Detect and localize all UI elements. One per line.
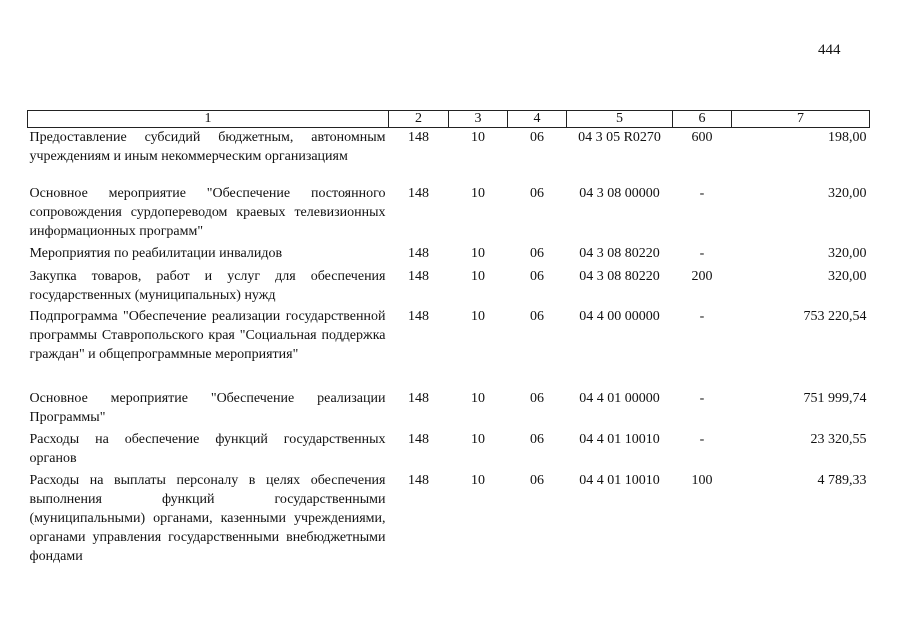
table-row xyxy=(28,430,870,471)
header-row xyxy=(28,111,870,128)
column-header-1: 1 xyxy=(28,111,389,128)
row-subsection: 06 xyxy=(530,432,544,447)
row-target-code: 04 3 08 00000 xyxy=(579,186,660,201)
row-target-code: 04 4 00 00000 xyxy=(579,309,660,324)
row-subsection: 06 xyxy=(530,246,544,261)
row-amount: 320,00 xyxy=(828,269,867,284)
row-amount: 23 320,55 xyxy=(810,432,867,447)
table-row xyxy=(28,471,870,566)
row-amount: 4 789,33 xyxy=(817,473,867,488)
row-ministry-code: 148 xyxy=(408,246,429,261)
table-row xyxy=(28,244,870,267)
row-expense-type: - xyxy=(699,186,705,201)
row-subsection: 06 xyxy=(530,269,544,284)
row-ministry-code: 148 xyxy=(408,269,429,284)
row-target-code: 04 4 01 10010 xyxy=(579,432,660,447)
row-expense-type: - xyxy=(699,309,705,324)
column-header-4: 4 xyxy=(508,111,567,128)
row-ministry-code: 148 xyxy=(408,130,429,145)
row-target-code: 04 3 05 R0270 xyxy=(578,130,661,145)
row-description: Закупка товаров, работ и услуг для обеспечения государственных (муниципальных) нужд xyxy=(29,269,386,303)
column-header-5: 5 xyxy=(567,111,673,128)
row-ministry-code: 148 xyxy=(408,432,429,447)
row-section: 10 xyxy=(471,391,485,406)
table-row xyxy=(28,389,870,430)
row-expense-type: 100 xyxy=(691,473,713,488)
row-section: 10 xyxy=(471,432,485,447)
row-ministry-code: 148 xyxy=(408,473,429,488)
row-target-code: 04 4 01 10010 xyxy=(579,473,660,488)
row-amount: 320,00 xyxy=(828,186,867,201)
row-ministry-code: 148 xyxy=(408,391,429,406)
row-expense-type: - xyxy=(699,432,705,447)
row-description: Подпрограмма "Обеспечение реализации государственной программы Ставропольского края "Социальная поддержка граждан" и общепрограммные мероприятия" xyxy=(29,309,386,362)
column-header-3: 3 xyxy=(449,111,508,128)
table-row xyxy=(28,184,870,244)
row-ministry-code: 148 xyxy=(408,309,429,324)
row-subsection: 06 xyxy=(530,309,544,324)
row-description: Расходы на обеспечение функций государственных органов xyxy=(29,432,386,466)
row-subsection: 06 xyxy=(530,473,544,488)
page-number: 444 xyxy=(818,42,841,58)
row-description: Расходы на выплаты персоналу в целях обеспечения выполнения функций государственными (муниципальными) органами, казенными учреждениями, органами управления государственными внебюджетными фондами xyxy=(29,473,386,564)
row-section: 10 xyxy=(471,186,485,201)
row-target-code: 04 3 08 80220 xyxy=(579,246,660,261)
row-subsection: 06 xyxy=(530,391,544,406)
table-row xyxy=(28,267,870,307)
budget-table xyxy=(27,110,870,566)
row-expense-type: - xyxy=(699,391,705,406)
row-ministry-code: 148 xyxy=(408,186,429,201)
row-section: 10 xyxy=(471,246,485,261)
row-expense-type: 600 xyxy=(691,130,713,145)
column-header-6: 6 xyxy=(673,111,732,128)
row-section: 10 xyxy=(471,269,485,284)
row-description: Основное мероприятие "Обеспечение реализации Программы" xyxy=(29,391,386,425)
row-description: Основное мероприятие "Обеспечение постоянного сопровождения сурдопереводом краевых телевизионных информационных программ" xyxy=(29,186,386,239)
table-header xyxy=(28,111,870,128)
row-amount: 198,00 xyxy=(828,130,867,145)
row-subsection: 06 xyxy=(530,130,544,145)
row-description: Предоставление субсидий бюджетным, автономным учреждениям и иным некоммерческим организациям xyxy=(29,130,386,164)
column-header-7: 7 xyxy=(732,111,870,128)
row-expense-type: - xyxy=(699,246,705,261)
table-body xyxy=(28,128,870,567)
row-section: 10 xyxy=(471,309,485,324)
table-row xyxy=(28,307,870,389)
row-amount: 320,00 xyxy=(828,246,867,261)
table-row xyxy=(28,128,870,185)
row-expense-type: 200 xyxy=(691,269,713,284)
row-target-code: 04 3 08 80220 xyxy=(579,269,660,284)
row-section: 10 xyxy=(471,130,485,145)
row-amount: 753 220,54 xyxy=(803,309,867,324)
row-amount: 751 999,74 xyxy=(803,391,867,406)
column-header-2: 2 xyxy=(389,111,449,128)
row-description: Мероприятия по реабилитации инвалидов xyxy=(29,246,283,261)
row-subsection: 06 xyxy=(530,186,544,201)
row-section: 10 xyxy=(471,473,485,488)
row-target-code: 04 4 01 00000 xyxy=(579,391,660,406)
